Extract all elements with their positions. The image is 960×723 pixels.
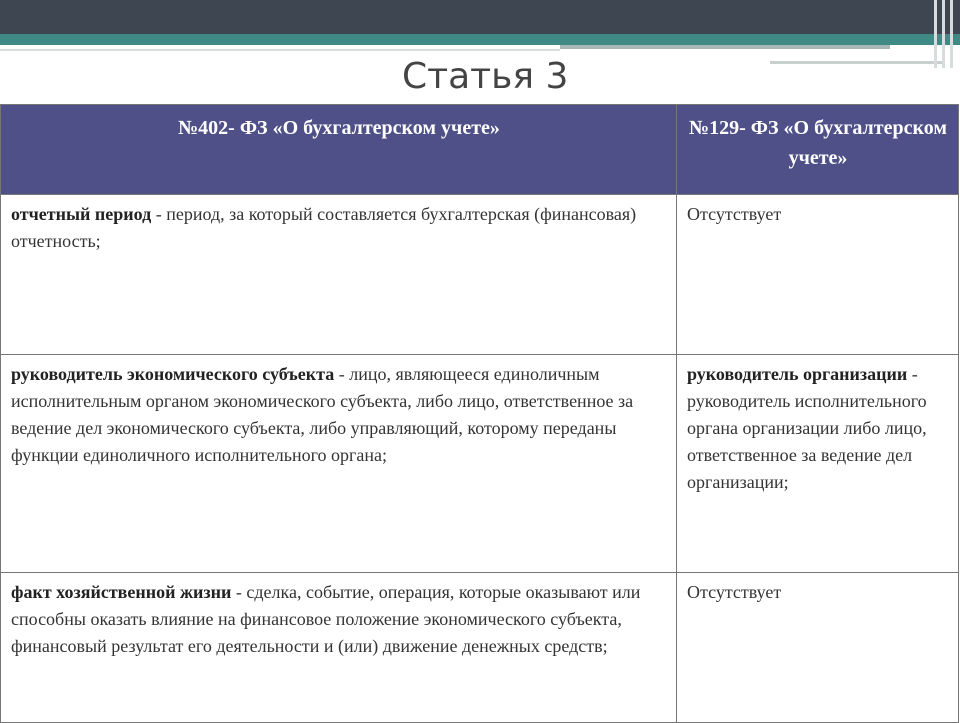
term: факт хозяйственной жизни	[11, 582, 232, 602]
header-law-129: №129- ФЗ «О бухгалтерском учете»	[677, 105, 959, 195]
cell-402	[1, 195, 677, 355]
top-decor-band	[0, 0, 960, 34]
table-row	[1, 355, 959, 573]
cell-129	[677, 195, 959, 355]
teal-decor-band	[0, 34, 960, 45]
slide-title: Статья 3	[402, 56, 569, 97]
term: руководитель организации	[687, 364, 908, 384]
definition: Отсутствует	[687, 204, 782, 224]
table-row	[1, 573, 959, 723]
term: отчетный период	[11, 204, 152, 224]
definition: - лицо, являющееся единоличным исполнительным органом экономического субъекта, либо лицо, ответственное за ведение дел экономического субъекта, либо управляющий, которому переданы функции единоличного исполнительного органа;	[11, 364, 634, 465]
table-row	[1, 195, 959, 355]
decor-ribbon-upper	[560, 45, 890, 49]
definition: - период, за который составляется бухгалтерская (финансовая) отчетность;	[11, 204, 637, 251]
definition: - руководитель исполнительного органа организации либо лицо, ответственное за ведение дел организации;	[687, 364, 927, 492]
cell-402	[1, 355, 677, 573]
corner-decor-bars	[930, 0, 960, 68]
cell-129	[677, 355, 959, 573]
cell-402	[1, 573, 677, 723]
definition: Отсутствует	[687, 582, 782, 602]
term: руководитель экономического субъекта	[11, 364, 335, 384]
decor-ribbon-left	[0, 49, 560, 51]
definition: - сделка, событие, операция, которые оказывают или способны оказать влияние на финансовое положение экономического субъекта, финансовый результат его деятельности и (или) движение денежных средств;	[11, 582, 641, 656]
header-law-402: №402- ФЗ «О бухгалтерском учете»	[1, 105, 677, 195]
decor-ribbon-lower	[770, 61, 945, 64]
cell-129	[677, 573, 959, 723]
table-header-row	[1, 105, 959, 195]
comparison-table	[0, 104, 959, 723]
